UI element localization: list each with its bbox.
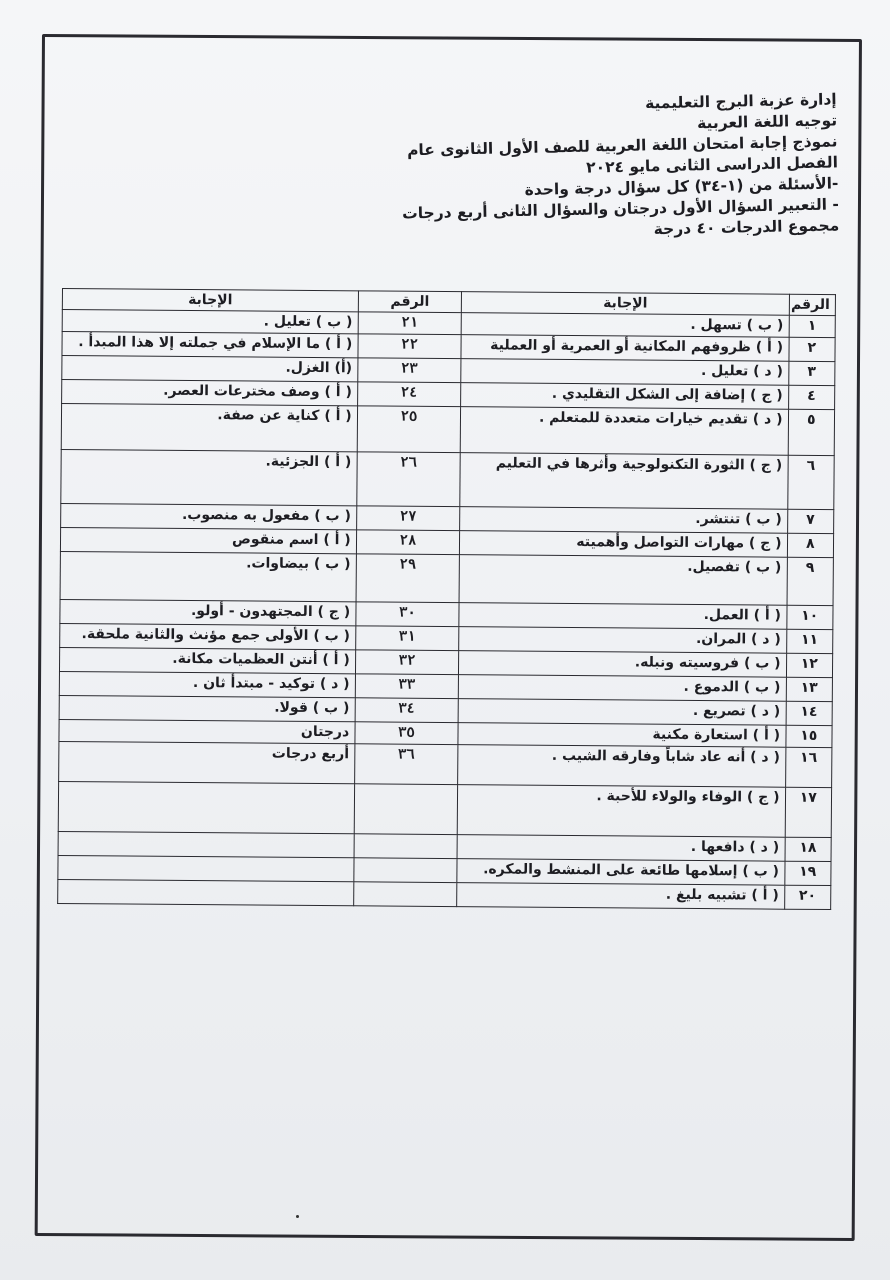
header-subject-office: توجيه اللغة العربية bbox=[696, 111, 838, 133]
question-number: ٢٢ bbox=[358, 334, 462, 359]
question-number: ١٩ bbox=[784, 861, 831, 885]
question-number: ٦ bbox=[787, 455, 834, 509]
question-number: ١٨ bbox=[785, 837, 832, 861]
answer-cell: ( أ ) اسم منقوص bbox=[60, 527, 356, 553]
question-number bbox=[353, 882, 457, 907]
answer-cell: ( د ) تعليل . bbox=[461, 359, 789, 386]
question-number: ٧ bbox=[787, 509, 834, 533]
answer-cell bbox=[58, 831, 354, 857]
question-number: ٢٤ bbox=[357, 382, 461, 407]
question-number: ١ bbox=[789, 315, 836, 337]
question-number: ٢٣ bbox=[357, 358, 461, 383]
answer-cell: أربع درجات bbox=[59, 741, 355, 783]
answer-cell: ( د ) توكيد - مبتدأ ثان . bbox=[59, 671, 355, 697]
question-number: ١٢ bbox=[786, 653, 833, 677]
question-number: ٢ bbox=[788, 337, 835, 361]
answer-cell: ( أ ) ما الإسلام في جملته إلا هذا المبدأ . bbox=[62, 332, 358, 358]
answer-cell bbox=[58, 855, 354, 881]
question-number: ٣١ bbox=[355, 626, 459, 651]
question-number: ٢٦ bbox=[357, 452, 461, 507]
question-number: ٣٣ bbox=[355, 674, 459, 699]
table-row bbox=[59, 741, 832, 787]
table-row bbox=[58, 781, 831, 837]
question-number: ٥ bbox=[788, 409, 835, 455]
answer-cell: ( ب ) قولا. bbox=[59, 695, 355, 721]
question-number: ١٥ bbox=[785, 725, 832, 747]
answer-cell: ( د ) دافعها . bbox=[457, 835, 785, 862]
answer-cell: ( ب ) تفصيل. bbox=[459, 555, 787, 606]
answer-cell: ( د ) تقديم خيارات متعددة للمتعلم . bbox=[460, 407, 788, 456]
answer-cell bbox=[58, 781, 354, 833]
header-grading-rule-2: - التعبير السؤال الأول درجتان والسؤال الثانى أربع درجات bbox=[401, 195, 840, 223]
header-total-marks: مجموع الدرجات ٤٠ درجة bbox=[653, 216, 840, 239]
question-number: ٢٥ bbox=[357, 406, 461, 453]
question-number: ٢٨ bbox=[356, 530, 460, 555]
answer-cell: ( ج ) الوفاء والولاء للأحبة . bbox=[457, 785, 785, 838]
question-number: ١٦ bbox=[785, 747, 832, 787]
ink-speck bbox=[296, 1215, 299, 1218]
question-number: ٣ bbox=[788, 361, 835, 385]
header-grading-rule-1: -الأسئلة من (١-٣٤) كل سؤال درجة واحدة bbox=[524, 174, 839, 199]
answer-cell bbox=[58, 879, 354, 905]
answer-table-body bbox=[58, 310, 836, 910]
answer-cell: ( ج ) الثورة التكنولوجية وأثرها في التعليم bbox=[460, 453, 788, 510]
header-number-1: الرقم bbox=[789, 294, 836, 315]
answer-cell: ( أ ) كناية عن صفة. bbox=[61, 404, 357, 452]
question-number: ٢١ bbox=[358, 312, 462, 335]
answer-cell: ( ج ) مهارات التواصل وأهميته bbox=[460, 531, 788, 558]
header-answer-2: الإجابة bbox=[62, 289, 358, 312]
question-number: ٩ bbox=[787, 557, 834, 605]
question-number: ١٠ bbox=[786, 605, 833, 629]
answer-table bbox=[57, 288, 836, 910]
question-number bbox=[354, 784, 458, 835]
answer-cell: ( أ ) العمل. bbox=[459, 603, 787, 630]
header-number-2: الرقم bbox=[358, 291, 462, 313]
question-number bbox=[354, 834, 458, 859]
answer-cell: ( ب ) الأولى جمع مؤنث والثانية ملحقة. bbox=[60, 623, 356, 649]
answer-cell: ( أ ) الجزئية. bbox=[61, 449, 357, 505]
answer-cell: درجتان bbox=[59, 719, 355, 743]
header-term: الفصل الدراسى الثانى مايو ٢٠٢٤ bbox=[585, 153, 839, 177]
answer-cell: ( أ ) ظروفهم المكانية أو العمرية أو العملية bbox=[461, 335, 789, 362]
answer-cell: ( ج ) إضافة إلى الشكل التقليدي . bbox=[461, 383, 789, 410]
answer-cell: ( د ) المران. bbox=[459, 627, 787, 654]
answer-cell: ( ج ) المجتهدون - أولو. bbox=[60, 599, 356, 625]
header-directorate: إدارة عزبة البرج التعليمية bbox=[644, 90, 837, 113]
question-number: ٢٩ bbox=[356, 554, 460, 603]
table-row bbox=[61, 449, 834, 509]
answer-cell: ( أ ) أنتن العظميات مكانة. bbox=[59, 647, 355, 673]
answer-table-wrap bbox=[57, 288, 836, 910]
question-number: ١٣ bbox=[786, 677, 833, 701]
question-number bbox=[354, 858, 458, 883]
answer-cell: ( ب ) مفعول به منصوب. bbox=[61, 503, 357, 529]
answer-cell: ( ب ) تنتشر. bbox=[460, 507, 788, 534]
answer-cell: ( أ ) تشبيه بليغ . bbox=[457, 883, 785, 910]
answer-cell: ( ب ) الدموع . bbox=[458, 675, 786, 702]
answer-cell: ( ب ) فروسيته ونبله. bbox=[459, 651, 787, 678]
question-number: ٢٧ bbox=[356, 506, 460, 531]
question-number: ٣٥ bbox=[355, 722, 459, 745]
question-number: ٣٠ bbox=[356, 602, 460, 627]
answer-cell: ( ب ) إسلامها طائعة على المنشط والمكره. bbox=[457, 859, 785, 886]
question-number: ٨ bbox=[787, 533, 834, 557]
question-number: ٣٢ bbox=[355, 650, 459, 675]
answer-cell: ( أ ) استعارة مكنية bbox=[458, 723, 786, 748]
table-row bbox=[61, 404, 834, 456]
answer-cell: ( أ ) وصف مخترعات العصر. bbox=[62, 380, 358, 406]
header-answer-1: الإجابة bbox=[462, 292, 790, 316]
answer-cell: ( ب ) تعليل . bbox=[62, 310, 358, 334]
answer-cell: ( ب ) بيضاوات. bbox=[60, 551, 356, 601]
question-number: ٣٤ bbox=[355, 698, 459, 723]
question-number: ١٧ bbox=[785, 787, 832, 837]
question-number: ١١ bbox=[786, 629, 833, 653]
question-number: ٢٠ bbox=[784, 885, 831, 909]
table-row bbox=[60, 551, 833, 605]
header-exam-title: نموذج إجابة امتحان اللغة العربية للصف الأول الثانوى عام bbox=[406, 132, 838, 160]
question-number: ١٤ bbox=[786, 701, 833, 725]
answer-cell: ( ب ) تسهل . bbox=[461, 313, 789, 338]
answer-cell: (أ) الغزل. bbox=[62, 356, 358, 382]
answer-cell: ( د ) تصريع . bbox=[458, 699, 786, 726]
answer-cell: ( د ) أنه عاد شاباً وفارقه الشيب . bbox=[458, 745, 786, 788]
question-number: ٣٦ bbox=[354, 744, 458, 785]
document-header bbox=[397, 89, 840, 245]
question-number: ٤ bbox=[788, 385, 835, 409]
